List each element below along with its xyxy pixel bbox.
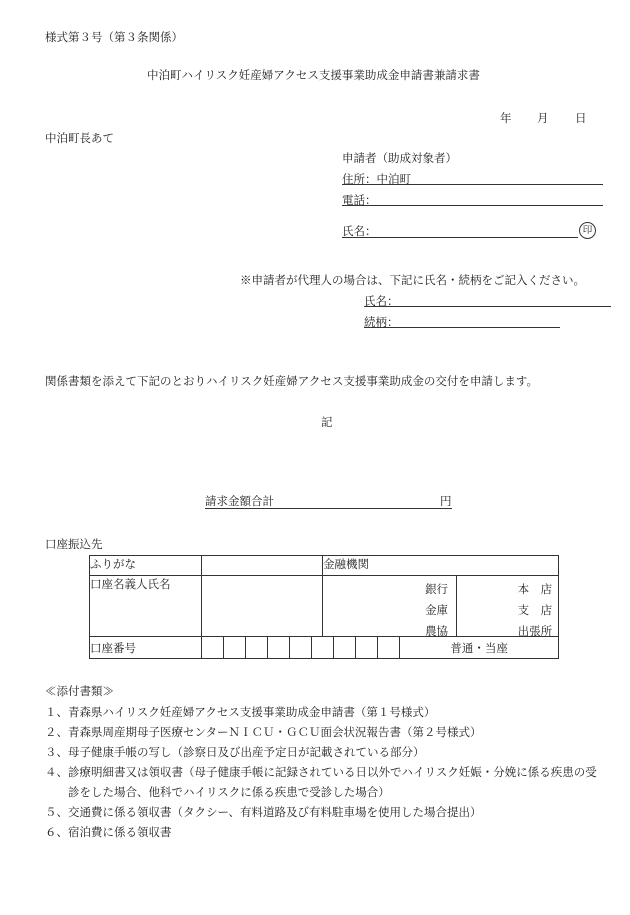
attachment-item: ６、宿泊費に係る領収書 bbox=[45, 825, 172, 839]
bank-account-table bbox=[89, 555, 559, 659]
form-title: 中泊町ハイリスク妊産婦アクセス支援事業助成金申請書兼請求書 bbox=[147, 68, 480, 82]
proxy-name-label: 氏名： bbox=[364, 294, 399, 308]
account-digit-2[interactable] bbox=[224, 637, 246, 659]
account-digit-7[interactable] bbox=[334, 637, 356, 659]
account-digit-5[interactable] bbox=[290, 637, 312, 659]
amount-label: 請求金額合計 bbox=[205, 494, 274, 508]
account-type[interactable]: 普通・当座 bbox=[400, 637, 559, 659]
proxy-note: ※申請者が代理人の場合は、下記に氏名・続柄をご記入ください。 bbox=[240, 273, 585, 287]
branch-main: 本 店 bbox=[517, 582, 553, 596]
institution-label: 金融機関 bbox=[323, 556, 559, 576]
holder-field[interactable] bbox=[202, 576, 323, 637]
attachment-item: 診をした場合、他科でハイリスクに係る疾患で受診した場合） bbox=[45, 785, 390, 799]
amount-unit: 円 bbox=[440, 494, 452, 508]
account-digit-8[interactable] bbox=[356, 637, 378, 659]
attachments-heading: ≪添付書類≫ bbox=[45, 684, 114, 698]
application-statement: 関係書類を添えて下記のとおりハイリスク妊産婦アクセス支援事業助成金の交付を申請します。 bbox=[45, 374, 538, 388]
seal-mark: 印 bbox=[579, 222, 596, 239]
applicant-phone-label: 電話： bbox=[342, 193, 377, 207]
applicant-heading: 申請者（助成対象者） bbox=[342, 151, 457, 165]
applicant-phone-line[interactable] bbox=[342, 205, 603, 206]
proxy-name-line[interactable] bbox=[364, 306, 611, 307]
attachment-item: １、青森県ハイリスク妊産婦アクセス支援事業助成金申請書（第１号様式） bbox=[45, 705, 436, 719]
bank-type-bank: 銀行 bbox=[425, 582, 449, 596]
holder-label: 口座名義人氏名 bbox=[90, 576, 202, 637]
furigana-label: ふりがな bbox=[90, 556, 202, 576]
attachment-item: ４、診療明細書又は領収書（母子健康手帳に記録されている日以外でハイリスク妊娠・分娩に係る疾患の受 bbox=[45, 765, 597, 779]
amount-line[interactable] bbox=[205, 508, 452, 509]
bank-type-shinkin: 金庫 bbox=[425, 603, 449, 617]
date-month-label: 月 bbox=[537, 111, 549, 125]
attachment-item: ３、母子健康手帳の写し（診察日及び出産予定日が記載されている部分） bbox=[45, 745, 425, 759]
account-number-label: 口座番号 bbox=[90, 637, 202, 659]
attachment-item: ５、交通費に係る領収書（タクシー、有料道路及び有料駐車場を使用した場合提出） bbox=[45, 805, 482, 819]
account-digit-6[interactable] bbox=[312, 637, 334, 659]
bank-type-nokyo: 農協 bbox=[425, 624, 449, 638]
applicant-address-label: 住所：中泊町 bbox=[342, 172, 411, 186]
date-year-label: 年 bbox=[500, 111, 512, 125]
account-digit-3[interactable] bbox=[246, 637, 268, 659]
bank-section-label: 口座振込先 bbox=[45, 537, 103, 551]
account-digit-9[interactable] bbox=[378, 637, 400, 659]
account-digit-1[interactable] bbox=[202, 637, 224, 659]
proxy-relation-line[interactable] bbox=[364, 327, 560, 328]
attachment-item: ２、青森県周産期母子医療センターＮＩＣＵ・ＧＣＵ面会状況報告書（第２号様式） bbox=[45, 725, 482, 739]
branch-sub: 支 店 bbox=[517, 603, 553, 617]
date-day-label: 日 bbox=[575, 111, 587, 125]
addressee: 中泊町長あて bbox=[45, 131, 114, 145]
applicant-name-label: 氏名： bbox=[342, 224, 377, 238]
applicant-name-line[interactable] bbox=[342, 237, 578, 238]
branch-type-cell[interactable] bbox=[457, 576, 559, 637]
applicant-address-line[interactable] bbox=[342, 184, 603, 185]
bank-type-cell[interactable] bbox=[323, 576, 457, 637]
proxy-relation-label: 続柄： bbox=[364, 315, 399, 329]
form-id: 様式第３号（第３条関係） bbox=[45, 30, 183, 44]
furigana-field[interactable] bbox=[202, 556, 323, 576]
ki-mark: 記 bbox=[321, 415, 333, 429]
account-digit-4[interactable] bbox=[268, 637, 290, 659]
branch-office: 出張所 bbox=[517, 624, 553, 638]
